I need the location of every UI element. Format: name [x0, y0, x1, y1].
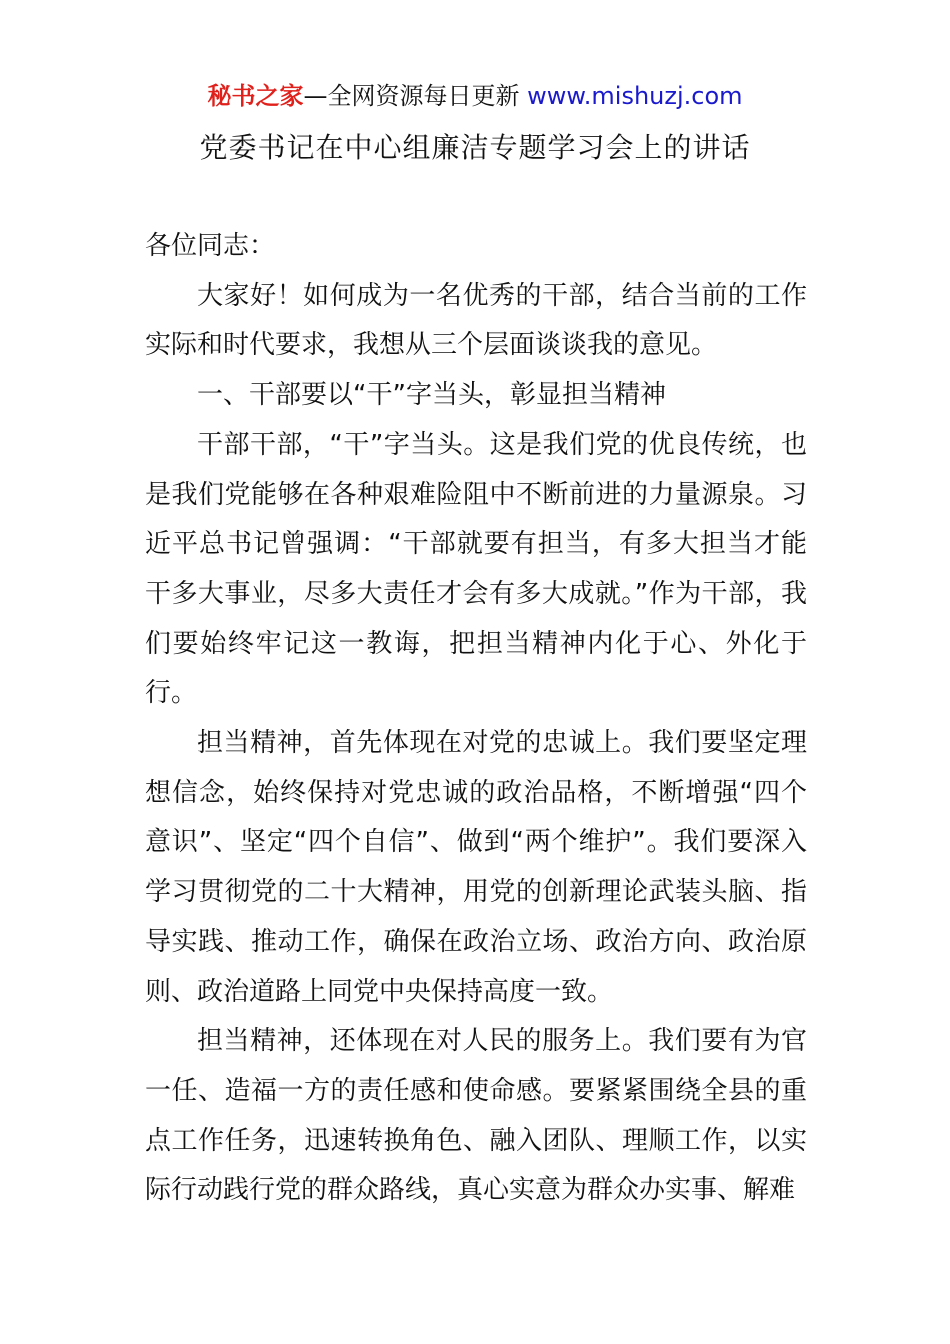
paragraph-1: 干部干部，“干”字当头。这是我们党的优良传统，也是我们党能够在各种艰难险阻中不断前进的力量源泉。习近平总书记曾强调：“干部就要有担当，有多大担当才能干多大事业，尽多大责任才会有多大成就。”作为干部，我们要始终牢记这一教诲，把担当精神内化于心、外化于行。: [145, 429, 807, 709]
document-title: 党委书记在中心组廉洁专题学习会上的讲话: [199, 131, 751, 164]
section-heading-1: 一、干部要以“干”字当头，彰显担当精神: [197, 380, 666, 411]
paragraph-2: 担当精神，首先体现在对党的忠诚上。我们要坚定理想信念，始终保持对党忠诚的政治品格，不断增强“四个意识”、坚定“四个自信”、做到“两个维护”。我们要深入学习贯彻党的二十大精神，用党的创新理论武装头脑、指导实践、推动工作，确保在政治立场、政治方向、政治原则、政治道路上同党中央保持高度一致。: [145, 728, 807, 1007]
document-body: [145, 222, 807, 1216]
paragraph-intro: 大家好！如何成为一名优秀的干部，结合当前的工作实际和时代要求，我想从三个层面谈谈我的意见。: [145, 280, 807, 361]
site-name: 秘书之家: [207, 82, 304, 110]
greeting: 各位同志：: [145, 231, 276, 261]
site-url-link[interactable]: www.mishuzj.com: [527, 82, 743, 110]
site-tagline: —全网资源每日更新: [303, 82, 520, 110]
paragraph-3: 担当精神，还体现在对人民的服务上。我们要有为官一任、造福一方的责任感和使命感。要紧紧围绕全县的重点工作任务，迅速转换角色、融入团队、理顺工作，以实际行动践行党的群众路线，真心实意为群众办实事、解难: [145, 1026, 807, 1206]
site-header: [0, 80, 950, 112]
